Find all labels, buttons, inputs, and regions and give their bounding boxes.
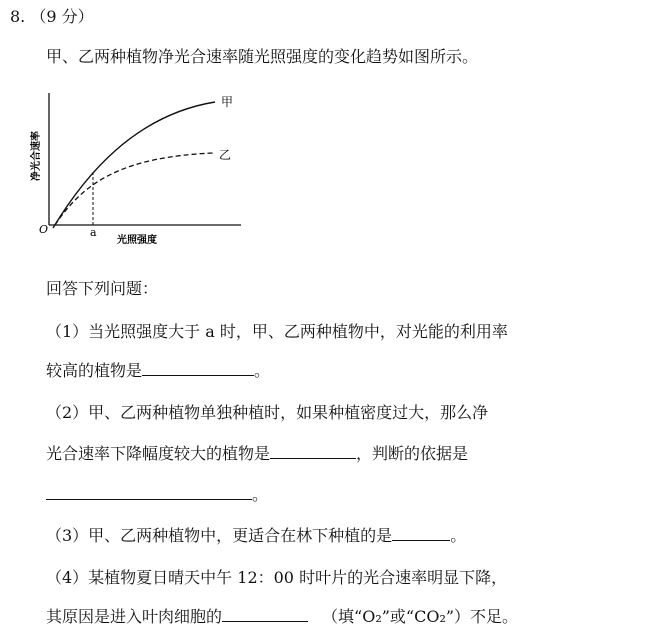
q1-line1: （1）当光照强度大于 a 时，甲、乙两种植物中，对光能的利用率 (46, 322, 508, 341)
origin-label: O (39, 223, 49, 236)
y-axis-label: 净光合速率 (31, 131, 42, 181)
x-axis-label: 光照强度 (117, 235, 157, 245)
q2-line1: （2）甲、乙两种植物单独种植时，如果种植密度过大，那么净 (46, 403, 489, 422)
q3-end: 。 (450, 526, 467, 545)
q3-line (46, 523, 466, 546)
q2-reason-blank[interactable] (46, 485, 252, 500)
question-header (10, 4, 94, 27)
question-intro: 甲、乙两种植物净光合速率随光照强度的变化趋势如图所示。 (46, 47, 479, 66)
q1-answer-blank[interactable] (142, 361, 254, 376)
q1-line2-end: 。 (254, 361, 271, 380)
q2-line2-end: ，判断的依据是 (356, 444, 469, 463)
q2-line2-text: 光合速率下降幅度较大的植物是 (46, 444, 271, 463)
q2-line2 (46, 441, 468, 464)
prompt-text: 回答下列问题： (46, 279, 159, 298)
q4-line1: （4）某植物夏日晴天中午 12：00 时叶片的光合速率明显下降， (46, 568, 508, 587)
question-points: （9 分） (30, 7, 94, 26)
question-number: 8. (10, 7, 26, 26)
q2-line3 (46, 482, 268, 505)
curve-jia (53, 102, 215, 228)
series-jia-label: 甲 (221, 95, 234, 109)
a-label: a (90, 226, 97, 239)
q4-line2-end: （填“O₂”或“CO₂”）不足。 (322, 607, 519, 626)
q3-answer-blank[interactable] (392, 526, 450, 541)
q1-line2-text: 较高的植物是 (46, 361, 143, 380)
q1-line2 (46, 358, 270, 381)
photosynthesis-chart (25, 85, 285, 245)
q4-line2-text: 其原因是进入叶肉细胞的 (46, 607, 223, 626)
q2-line3-end: 。 (252, 485, 269, 504)
curve-yi (55, 153, 213, 225)
q2-answer-blank[interactable] (270, 444, 356, 459)
q4-answer-blank[interactable] (222, 607, 308, 622)
q3-text: （3）甲、乙两种植物中，更适合在林下种植的是 (46, 526, 393, 545)
series-yi-label: 乙 (219, 148, 232, 162)
q4-line2 (46, 604, 518, 627)
